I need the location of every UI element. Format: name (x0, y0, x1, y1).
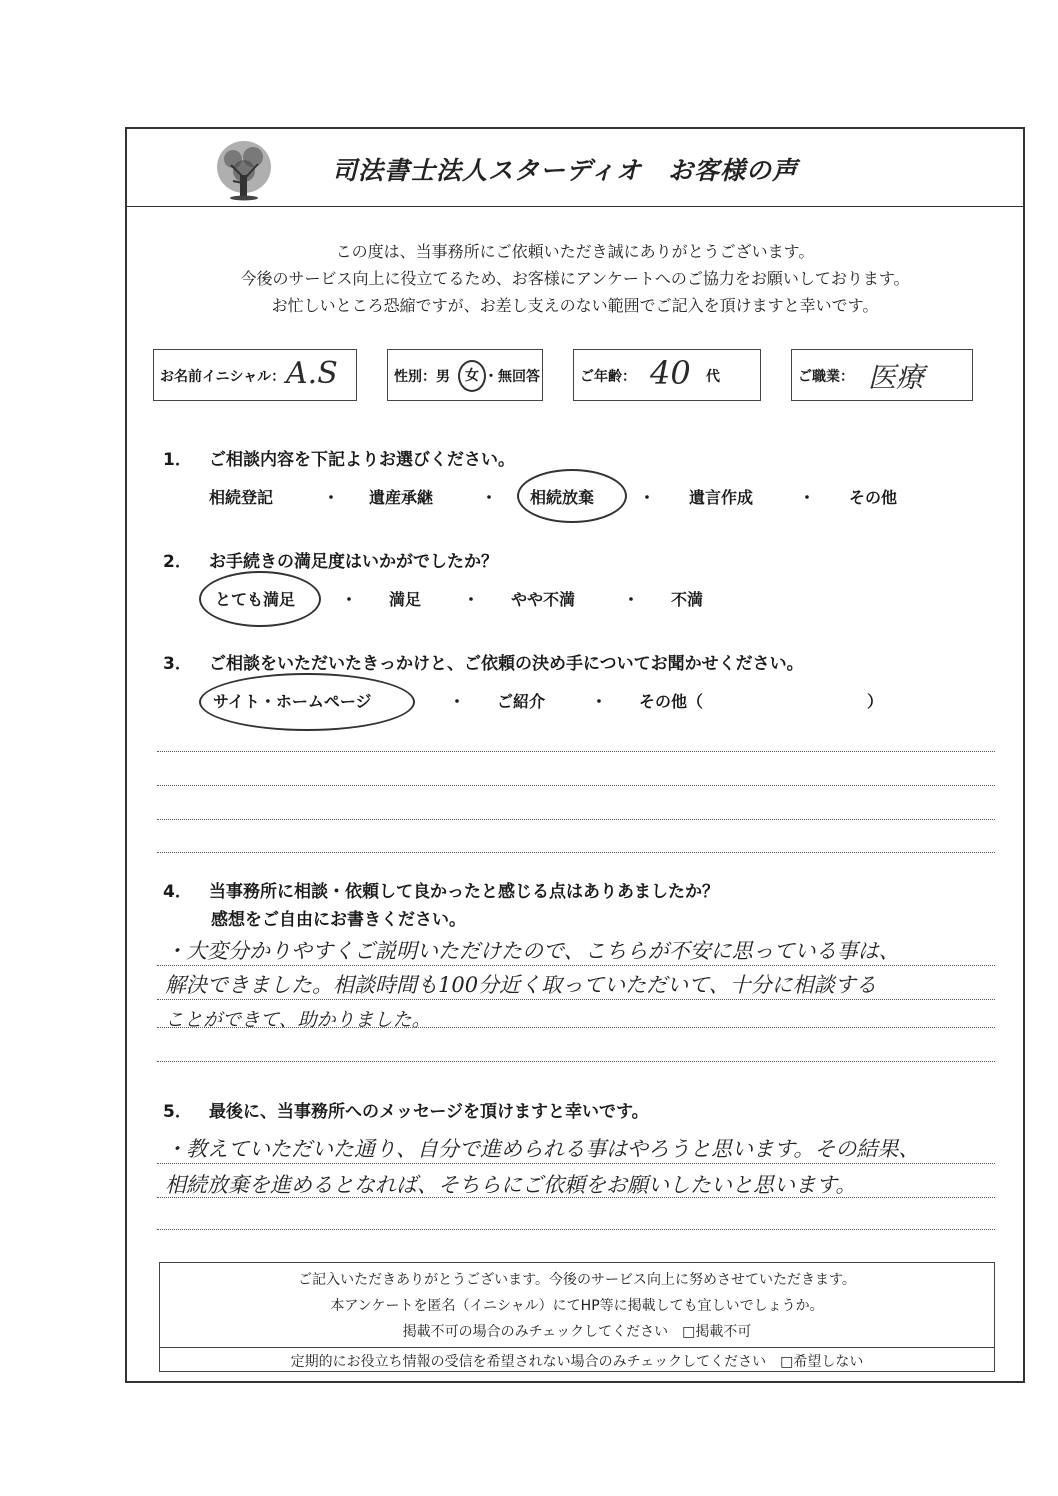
question-3-text: ご相談をいただいたきっかけと、ご依頼の決め手についてお聞かせください。 (209, 654, 804, 674)
q2-sep-5: ・ (623, 590, 640, 609)
q1-option-4-selected: 相続放棄 (530, 488, 595, 507)
q1-option-6: 遺言作成 (689, 488, 754, 507)
q1-option-0: 相続登記 (209, 488, 274, 507)
q1-selection-circle (517, 469, 627, 523)
q3-selection-circle (199, 673, 415, 731)
dotted-line (157, 852, 995, 853)
dotted-line (157, 785, 995, 786)
tree-logo-icon (213, 137, 275, 201)
gender-box (387, 349, 543, 401)
age-value: 40 (650, 354, 691, 392)
q3-option-5: ） (867, 692, 884, 711)
question-5-number: 5． (163, 1102, 192, 1122)
q4-answer-line-3: ことができて、助かりました。 (165, 1009, 431, 1031)
dotted-line (157, 1027, 995, 1028)
age-label: ご年齢： (580, 369, 636, 385)
q2-selection-circle (199, 571, 321, 627)
question-2-text: お手続きの満足度はいかがでしたか？ (209, 552, 498, 572)
question-2 (163, 547, 498, 572)
dotted-line (157, 819, 995, 820)
question-2-number: 2． (163, 552, 192, 572)
q3-option-0-selected: サイト・ホームページ (213, 692, 372, 711)
dotted-line (157, 1197, 995, 1198)
q2-option-6: 不満 (671, 590, 704, 609)
q2-option-2: 満足 (389, 590, 422, 609)
job-value: 医療 (868, 361, 925, 394)
question-5-text: 最後に、当事務所へのメッセージを頂けますと幸いです。 (209, 1102, 649, 1122)
q2-option-4: やや不満 (511, 590, 576, 609)
question-1 (163, 445, 515, 470)
q4-answer-line-1: ・大変分かりやすくご説明いただけたので、こちらが不安に思っている事は、 (165, 939, 900, 963)
question-5 (163, 1097, 649, 1122)
footer-newsletter-checkbox[interactable]: 定期的にお役立ち情報の受信を希望されない場合のみチェックしてください □希望しない (290, 1354, 864, 1370)
gender-none: ・無回答 (484, 369, 540, 385)
initial-value: A.S (286, 356, 338, 391)
intro-line-1: この度は、当事務所にご依頼いただき誠にありがとうございます。 (335, 242, 815, 261)
dotted-line (157, 1163, 995, 1164)
intro-line-2: 今後のサービス向上に役立てるため、お客様にアンケートへのご協力をお願いしております。 (240, 269, 910, 288)
question-3-number: 3． (163, 654, 192, 674)
q1-sep-1: ・ (323, 488, 340, 507)
survey-sheet (125, 127, 1025, 1383)
initial-label: お名前イニシャル： (160, 369, 286, 385)
q1-sep-7: ・ (799, 488, 816, 507)
age-box (573, 349, 761, 401)
job-box (791, 349, 973, 401)
intro-line-3: お忙しいところ恐縮ですが、お差し支えのない範囲でご記入を頂けますと幸いです。 (271, 296, 879, 315)
q3-option-2: ご紹介 (497, 692, 546, 711)
q4-answer-line-2: 解決できました。相談時間も100分近く取っていただいて、十分に相談する (165, 973, 877, 997)
question-4-text: 当事務所に相談・依頼して良かったと感じる点はありあましたか？ (209, 882, 719, 902)
q2-option-0-selected: とても満足 (215, 590, 296, 609)
question-1-number: 1． (163, 450, 192, 470)
q1-sep-3: ・ (481, 488, 498, 507)
dotted-line (157, 751, 995, 752)
question-4-number: 4． (163, 882, 192, 902)
footer-publish-checkbox[interactable]: 掲載不可の場合のみチェックしてください □掲載不可 (402, 1324, 752, 1340)
q1-option-8: その他 (849, 488, 898, 507)
question-1-text: ご相談内容を下記よりお選びください。 (209, 450, 515, 470)
dotted-line (157, 999, 995, 1000)
q1-sep-5: ・ (639, 488, 656, 507)
question-3 (163, 649, 804, 674)
q5-answer-line-1: ・教えていただいた通り、自分で進められる事はやろうと思います。その結果、 (165, 1137, 920, 1161)
footer-box (159, 1262, 995, 1372)
question-4 (163, 877, 719, 902)
q1-option-2: 遺産承継 (369, 488, 434, 507)
q2-sep-1: ・ (341, 590, 358, 609)
dotted-line (157, 1061, 995, 1062)
gender-female-selected: 女 (458, 360, 486, 392)
q2-sep-3: ・ (463, 590, 480, 609)
footer-thanks: ご記入いただきありがとうございます。今後のサービス向上に努めさせていただきます。 (298, 1272, 856, 1288)
question-4-subtext: 感想をご自由にお書きください。 (211, 910, 466, 930)
q3-sep-3: ・ (591, 692, 608, 711)
age-unit: 代 (706, 369, 720, 385)
gender-label: 性別：男 (394, 369, 450, 385)
dotted-line (157, 1229, 995, 1230)
header (127, 129, 1023, 207)
initial-box (153, 349, 357, 401)
q5-answer-line-2: 相続放棄を進めるとなれば、そちらにご依頼をお願いしたいと思います。 (165, 1173, 857, 1197)
dotted-line (157, 965, 995, 966)
footer-divider (160, 1347, 994, 1348)
page-title: 司法書士法人スターディオ お客様の声 (332, 156, 799, 185)
job-label: ご職業： (798, 369, 854, 385)
footer-publish-question: 本アンケートを匿名（イニシャル）にてHP等に掲載しても宜しいでしょうか。 (330, 1298, 824, 1314)
q3-option-4: その他（ (639, 692, 704, 711)
q3-sep-1: ・ (449, 692, 466, 711)
